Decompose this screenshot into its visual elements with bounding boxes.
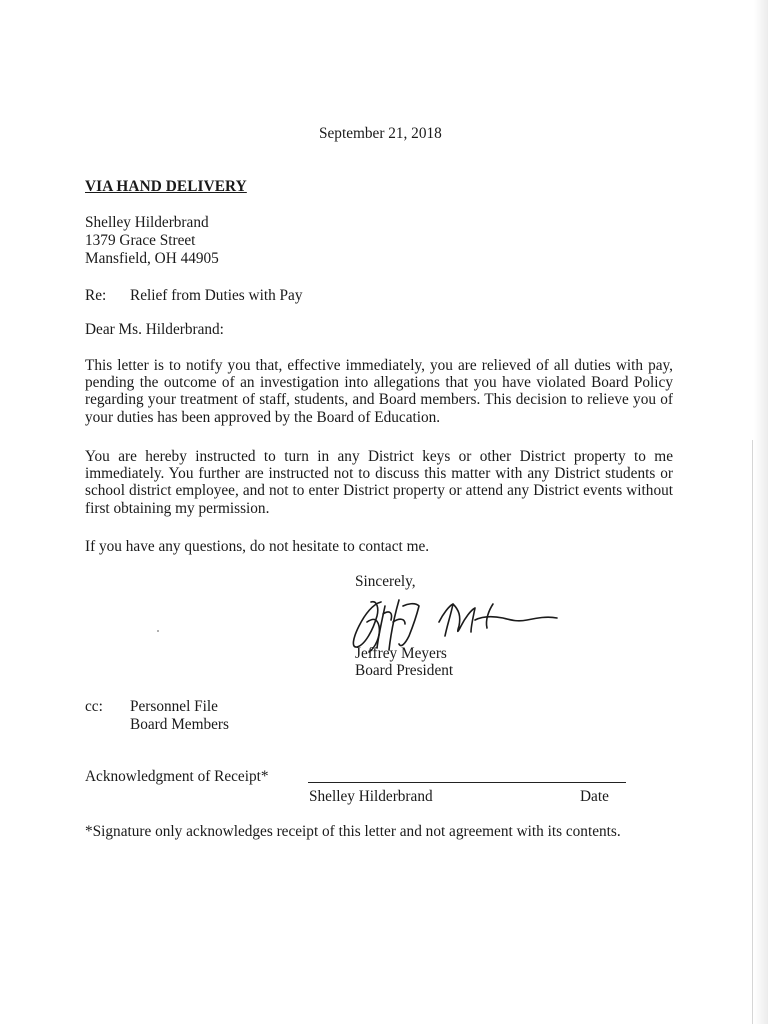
footnote: *Signature only acknowledges receipt of this letter and not agreement with its contents.	[85, 823, 621, 840]
re-subject: Relief from Duties with Pay	[130, 287, 303, 304]
cc-item: Personnel File	[130, 698, 218, 715]
cc-label: cc:	[85, 698, 103, 715]
scan-speck	[157, 630, 159, 632]
body-paragraph-2: You are hereby instructed to turn in any District keys or other District property to me immediately. You further are instructed not to discuss this matter with any District students or school district employee, and not to enter District property or attend any District events without first obtaining my permission.	[85, 448, 673, 517]
acknowledgment-label: Acknowledgment of Receipt*	[85, 768, 269, 785]
acknowledgment-date-label: Date	[580, 788, 609, 805]
body-paragraph-1: This letter is to notify you that, effective immediately, you are relieved of all duties with pay, pending the outcome of an investigation into allegations that you have violated Board Policy regarding your treatment of staff, students, and Board members. This decision to relieve you of your duties has been approved by the Board of Education.	[85, 357, 673, 426]
letter-date: September 21, 2018	[319, 125, 442, 142]
cc-list	[130, 698, 229, 734]
re-label: Re:	[85, 287, 107, 304]
delivery-method: VIA HAND DELIVERY	[85, 178, 247, 195]
closing: Sincerely,	[355, 573, 416, 590]
recipient-street: 1379 Grace Street	[85, 232, 196, 249]
page-edge-line	[752, 440, 753, 1024]
recipient-city: Mansfield, OH 44905	[85, 250, 219, 267]
salutation: Dear Ms. Hilderbrand:	[85, 321, 224, 338]
recipient-name: Shelley Hilderbrand	[85, 214, 209, 231]
cc-item: Board Members	[130, 716, 229, 733]
signer-name: Jeffrey Meyers	[355, 645, 447, 662]
acknowledgment-name: Shelley Hilderbrand	[309, 788, 433, 805]
body-paragraph-3: If you have any questions, do not hesitate to contact me.	[85, 538, 430, 555]
signature-line	[308, 782, 626, 783]
page-edge-shadow	[754, 0, 768, 1024]
signer-title: Board President	[355, 662, 454, 679]
recipient-address	[85, 214, 219, 268]
